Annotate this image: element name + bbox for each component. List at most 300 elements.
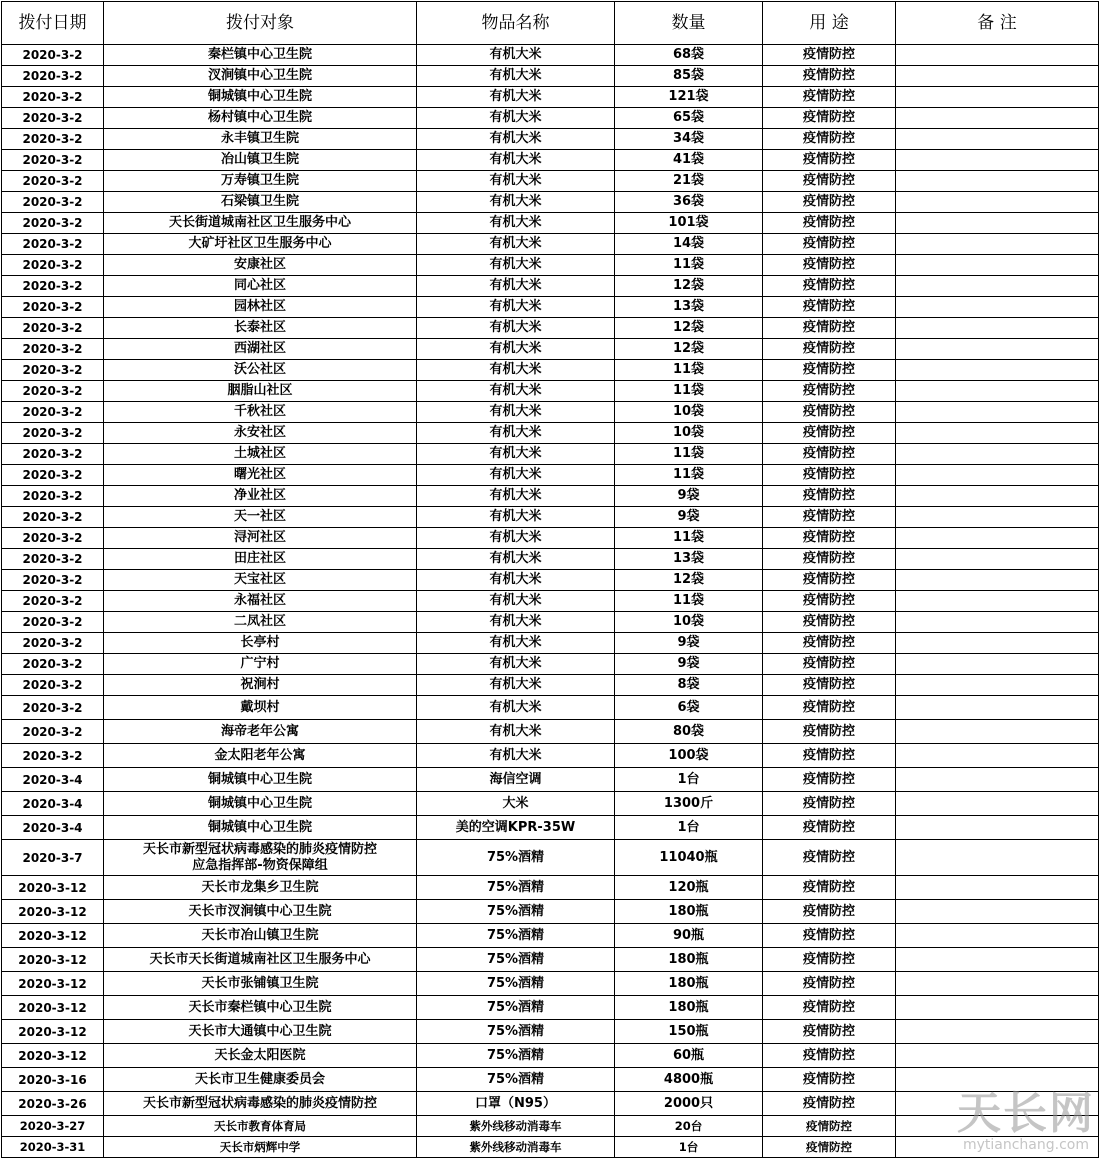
table-row [2, 192, 1099, 213]
cell-quantity: 41袋 [615, 150, 763, 171]
cell-quantity: 10袋 [615, 423, 763, 444]
cell-date: 2020-3-2 [2, 570, 104, 591]
cell-quantity: 150瓶 [615, 1020, 763, 1044]
cell-note [896, 612, 1099, 633]
cell-note [896, 45, 1099, 66]
cell-note [896, 465, 1099, 486]
cell-use: 疫情防控 [763, 297, 896, 318]
table-row [2, 924, 1099, 948]
cell-target: 汊涧镇中心卫生院 [104, 66, 417, 87]
cell-note [896, 1068, 1099, 1092]
cell-item: 75%酒精 [417, 840, 615, 876]
cell-target: 天长街道城南社区卫生服务中心 [104, 213, 417, 234]
cell-quantity: 10袋 [615, 612, 763, 633]
cell-item: 有机大米 [417, 171, 615, 192]
cell-note [896, 528, 1099, 549]
cell-date: 2020-3-12 [2, 1020, 104, 1044]
cell-date: 2020-3-2 [2, 549, 104, 570]
table-row [2, 768, 1099, 792]
table-row [2, 696, 1099, 720]
header-use: 用 途 [763, 2, 896, 45]
cell-target: 万寿镇卫生院 [104, 171, 417, 192]
cell-note [896, 381, 1099, 402]
cell-note [896, 507, 1099, 528]
cell-target: 祝涧村 [104, 675, 417, 696]
cell-target: 天长市新型冠状病毒感染的肺炎疫情防控 应急指挥部-物资保障组 [104, 840, 417, 876]
cell-use: 疫情防控 [763, 549, 896, 570]
cell-date: 2020-3-2 [2, 696, 104, 720]
cell-quantity: 21袋 [615, 171, 763, 192]
cell-item: 有机大米 [417, 423, 615, 444]
cell-item: 75%酒精 [417, 876, 615, 900]
cell-target: 天长金太阳医院 [104, 1044, 417, 1068]
cell-note [896, 570, 1099, 591]
cell-target: 冶山镇卫生院 [104, 150, 417, 171]
table-row [2, 45, 1099, 66]
cell-date: 2020-3-2 [2, 192, 104, 213]
cell-target: 曙光社区 [104, 465, 417, 486]
cell-note [896, 840, 1099, 876]
table-row [2, 1116, 1099, 1137]
cell-use: 疫情防控 [763, 423, 896, 444]
cell-item: 有机大米 [417, 696, 615, 720]
cell-note [896, 1116, 1099, 1137]
cell-use: 疫情防控 [763, 66, 896, 87]
cell-quantity: 9袋 [615, 654, 763, 675]
cell-item: 75%酒精 [417, 1068, 615, 1092]
cell-note [896, 1044, 1099, 1068]
cell-date: 2020-3-2 [2, 255, 104, 276]
cell-use: 疫情防控 [763, 996, 896, 1020]
cell-note [896, 192, 1099, 213]
cell-quantity: 180瓶 [615, 972, 763, 996]
cell-note [896, 297, 1099, 318]
cell-item: 有机大米 [417, 720, 615, 744]
cell-date: 2020-3-2 [2, 381, 104, 402]
cell-item: 75%酒精 [417, 900, 615, 924]
cell-item: 有机大米 [417, 465, 615, 486]
cell-target: 金太阳老年公寓 [104, 744, 417, 768]
cell-item: 有机大米 [417, 381, 615, 402]
cell-quantity: 14袋 [615, 234, 763, 255]
cell-date: 2020-3-2 [2, 591, 104, 612]
cell-note [896, 129, 1099, 150]
cell-quantity: 2000只 [615, 1092, 763, 1116]
cell-quantity: 1台 [615, 816, 763, 840]
table-row [2, 1137, 1099, 1158]
cell-date: 2020-3-12 [2, 924, 104, 948]
cell-item: 有机大米 [417, 234, 615, 255]
table-row [2, 402, 1099, 423]
cell-note [896, 633, 1099, 654]
cell-use: 疫情防控 [763, 876, 896, 900]
cell-item: 有机大米 [417, 87, 615, 108]
cell-quantity: 10袋 [615, 402, 763, 423]
table-row [2, 948, 1099, 972]
cell-note [896, 1020, 1099, 1044]
cell-date: 2020-3-16 [2, 1068, 104, 1092]
cell-quantity: 65袋 [615, 108, 763, 129]
watermark-url: mytianchang.com [962, 1137, 1089, 1153]
cell-note [896, 900, 1099, 924]
cell-use: 疫情防控 [763, 1068, 896, 1092]
cell-use: 疫情防控 [763, 318, 896, 339]
cell-target: 天长市炳辉中学 [104, 1137, 417, 1158]
cell-note [896, 318, 1099, 339]
cell-item: 有机大米 [417, 297, 615, 318]
cell-date: 2020-3-12 [2, 876, 104, 900]
cell-item: 紫外线移动消毒车 [417, 1137, 615, 1158]
header-target: 拨付对象 [104, 2, 417, 45]
cell-date: 2020-3-2 [2, 465, 104, 486]
cell-target: 沃公社区 [104, 360, 417, 381]
cell-use: 疫情防控 [763, 234, 896, 255]
cell-target: 戴坝村 [104, 696, 417, 720]
cell-quantity: 60瓶 [615, 1044, 763, 1068]
cell-note [896, 1137, 1099, 1158]
table-row [2, 972, 1099, 996]
cell-use: 疫情防控 [763, 633, 896, 654]
cell-use: 疫情防控 [763, 528, 896, 549]
cell-date: 2020-3-2 [2, 633, 104, 654]
cell-item: 有机大米 [417, 360, 615, 381]
cell-target: 长亭村 [104, 633, 417, 654]
cell-quantity: 1台 [615, 768, 763, 792]
cell-use: 疫情防控 [763, 1044, 896, 1068]
cell-quantity: 12袋 [615, 276, 763, 297]
table-row [2, 675, 1099, 696]
cell-target: 铜城镇中心卫生院 [104, 792, 417, 816]
cell-target: 广宁村 [104, 654, 417, 675]
cell-quantity: 68袋 [615, 45, 763, 66]
cell-quantity: 12袋 [615, 318, 763, 339]
cell-target: 二凤社区 [104, 612, 417, 633]
table-row [2, 654, 1099, 675]
cell-quantity: 11040瓶 [615, 840, 763, 876]
cell-use: 疫情防控 [763, 192, 896, 213]
cell-item: 75%酒精 [417, 1020, 615, 1044]
cell-quantity: 1台 [615, 1137, 763, 1158]
table-row [2, 900, 1099, 924]
cell-target: 田庄社区 [104, 549, 417, 570]
cell-target: 胭脂山社区 [104, 381, 417, 402]
table-row [2, 297, 1099, 318]
cell-date: 2020-3-12 [2, 900, 104, 924]
cell-quantity: 11袋 [615, 381, 763, 402]
cell-quantity: 4800瓶 [615, 1068, 763, 1092]
table-row [2, 816, 1099, 840]
cell-item: 美的空调KPR-35W [417, 816, 615, 840]
cell-target: 天长市冶山镇卫生院 [104, 924, 417, 948]
cell-note [896, 744, 1099, 768]
table-row [2, 423, 1099, 444]
table-row [2, 570, 1099, 591]
cell-note [896, 171, 1099, 192]
cell-date: 2020-3-2 [2, 486, 104, 507]
cell-target: 同心社区 [104, 276, 417, 297]
cell-use: 疫情防控 [763, 591, 896, 612]
cell-note [896, 816, 1099, 840]
cell-quantity: 121袋 [615, 87, 763, 108]
cell-note [896, 87, 1099, 108]
cell-target: 铜城镇中心卫生院 [104, 816, 417, 840]
cell-quantity: 8袋 [615, 675, 763, 696]
cell-use: 疫情防控 [763, 171, 896, 192]
cell-date: 2020-3-2 [2, 720, 104, 744]
cell-quantity: 34袋 [615, 129, 763, 150]
cell-date: 2020-3-27 [2, 1116, 104, 1137]
cell-target: 天长市卫生健康委员会 [104, 1068, 417, 1092]
cell-target: 天长市天长街道城南社区卫生服务中心 [104, 948, 417, 972]
cell-date: 2020-3-2 [2, 675, 104, 696]
cell-item: 有机大米 [417, 45, 615, 66]
cell-target: 天长市新型冠状病毒感染的肺炎疫情防控 [104, 1092, 417, 1116]
cell-item: 有机大米 [417, 486, 615, 507]
cell-target: 大矿圩社区卫生服务中心 [104, 234, 417, 255]
cell-date: 2020-3-2 [2, 171, 104, 192]
table-row [2, 213, 1099, 234]
cell-target: 石梁镇卫生院 [104, 192, 417, 213]
cell-target: 永安社区 [104, 423, 417, 444]
table-row [2, 1044, 1099, 1068]
table-row [2, 108, 1099, 129]
cell-target: 永丰镇卫生院 [104, 129, 417, 150]
cell-target: 杨村镇中心卫生院 [104, 108, 417, 129]
cell-use: 疫情防控 [763, 720, 896, 744]
cell-note [896, 654, 1099, 675]
table-row [2, 744, 1099, 768]
cell-note [896, 234, 1099, 255]
table-row [2, 591, 1099, 612]
cell-date: 2020-3-2 [2, 423, 104, 444]
cell-quantity: 9袋 [615, 507, 763, 528]
cell-date: 2020-3-2 [2, 612, 104, 633]
cell-use: 疫情防控 [763, 924, 896, 948]
cell-use: 疫情防控 [763, 402, 896, 423]
cell-item: 紫外线移动消毒车 [417, 1116, 615, 1137]
cell-note [896, 486, 1099, 507]
cell-use: 疫情防控 [763, 87, 896, 108]
cell-note [896, 876, 1099, 900]
cell-note [896, 108, 1099, 129]
cell-item: 75%酒精 [417, 948, 615, 972]
cell-item: 有机大米 [417, 108, 615, 129]
watermark-logo: 天长网 [957, 1088, 1095, 1139]
cell-item: 75%酒精 [417, 996, 615, 1020]
cell-date: 2020-3-12 [2, 1044, 104, 1068]
cell-quantity: 11袋 [615, 465, 763, 486]
cell-date: 2020-3-2 [2, 528, 104, 549]
cell-use: 疫情防控 [763, 507, 896, 528]
cell-date: 2020-3-2 [2, 744, 104, 768]
cell-note [896, 549, 1099, 570]
cell-note [896, 444, 1099, 465]
cell-quantity: 11袋 [615, 528, 763, 549]
table-row [2, 129, 1099, 150]
cell-item: 有机大米 [417, 402, 615, 423]
cell-item: 有机大米 [417, 570, 615, 591]
cell-note [896, 720, 1099, 744]
cell-use: 疫情防控 [763, 444, 896, 465]
cell-note [896, 339, 1099, 360]
cell-target: 天长市秦栏镇中心卫生院 [104, 996, 417, 1020]
header-note: 备 注 [896, 2, 1099, 45]
table-row [2, 996, 1099, 1020]
table-row [2, 360, 1099, 381]
table-row [2, 66, 1099, 87]
cell-use: 疫情防控 [763, 213, 896, 234]
cell-date: 2020-3-2 [2, 360, 104, 381]
cell-target: 长泰社区 [104, 318, 417, 339]
cell-item: 有机大米 [417, 612, 615, 633]
cell-date: 2020-3-2 [2, 129, 104, 150]
cell-quantity: 180瓶 [615, 948, 763, 972]
header-row [2, 2, 1099, 45]
cell-quantity: 9袋 [615, 486, 763, 507]
table-row [2, 876, 1099, 900]
cell-date: 2020-3-2 [2, 276, 104, 297]
cell-date: 2020-3-2 [2, 297, 104, 318]
cell-use: 疫情防控 [763, 465, 896, 486]
cell-date: 2020-3-4 [2, 816, 104, 840]
cell-target: 千秋社区 [104, 402, 417, 423]
cell-quantity: 11袋 [615, 255, 763, 276]
cell-quantity: 1300斤 [615, 792, 763, 816]
cell-note [896, 255, 1099, 276]
table-row [2, 339, 1099, 360]
table-row [2, 1068, 1099, 1092]
cell-note [896, 972, 1099, 996]
cell-note [896, 591, 1099, 612]
cell-quantity: 11袋 [615, 444, 763, 465]
cell-use: 疫情防控 [763, 339, 896, 360]
cell-use: 疫情防控 [763, 108, 896, 129]
cell-target: 天长市教育体育局 [104, 1116, 417, 1137]
cell-item: 大米 [417, 792, 615, 816]
cell-note [896, 948, 1099, 972]
cell-target: 海帝老年公寓 [104, 720, 417, 744]
cell-use: 疫情防控 [763, 972, 896, 996]
cell-use: 疫情防控 [763, 276, 896, 297]
table-body [2, 45, 1099, 1158]
cell-date: 2020-3-12 [2, 972, 104, 996]
cell-use: 疫情防控 [763, 129, 896, 150]
cell-note [896, 792, 1099, 816]
table-row [2, 150, 1099, 171]
cell-item: 有机大米 [417, 192, 615, 213]
cell-item: 有机大米 [417, 150, 615, 171]
cell-item: 海信空调 [417, 768, 615, 792]
header-item: 物品名称 [417, 2, 615, 45]
cell-use: 疫情防控 [763, 816, 896, 840]
table-row [2, 792, 1099, 816]
cell-date: 2020-3-2 [2, 402, 104, 423]
cell-use: 疫情防控 [763, 900, 896, 924]
cell-use: 疫情防控 [763, 840, 896, 876]
cell-date: 2020-3-2 [2, 318, 104, 339]
cell-quantity: 13袋 [615, 297, 763, 318]
cell-use: 疫情防控 [763, 675, 896, 696]
cell-note [896, 696, 1099, 720]
cell-note [896, 213, 1099, 234]
cell-target: 净业社区 [104, 486, 417, 507]
cell-date: 2020-3-7 [2, 840, 104, 876]
cell-use: 疫情防控 [763, 768, 896, 792]
cell-target: 天长市张铺镇卫生院 [104, 972, 417, 996]
cell-note [896, 768, 1099, 792]
table-row [2, 612, 1099, 633]
cell-note [896, 276, 1099, 297]
cell-item: 有机大米 [417, 276, 615, 297]
cell-note [896, 996, 1099, 1020]
header-quantity: 数量 [615, 2, 763, 45]
allocation-table [1, 1, 1099, 1158]
cell-quantity: 85袋 [615, 66, 763, 87]
cell-quantity: 120瓶 [615, 876, 763, 900]
cell-quantity: 100袋 [615, 744, 763, 768]
cell-use: 疫情防控 [763, 792, 896, 816]
cell-target: 天长市龙集乡卫生院 [104, 876, 417, 900]
cell-quantity: 20台 [615, 1116, 763, 1137]
table-row [2, 840, 1099, 876]
cell-use: 疫情防控 [763, 654, 896, 675]
cell-target: 永福社区 [104, 591, 417, 612]
cell-item: 75%酒精 [417, 1044, 615, 1068]
cell-date: 2020-3-4 [2, 792, 104, 816]
cell-item: 有机大米 [417, 339, 615, 360]
cell-quantity: 11袋 [615, 360, 763, 381]
cell-item: 有机大米 [417, 528, 615, 549]
cell-target: 园林社区 [104, 297, 417, 318]
cell-note [896, 1092, 1099, 1116]
table-row [2, 486, 1099, 507]
table-row [2, 465, 1099, 486]
cell-quantity: 101袋 [615, 213, 763, 234]
cell-target: 安康社区 [104, 255, 417, 276]
cell-date: 2020-3-2 [2, 87, 104, 108]
cell-use: 疫情防控 [763, 1116, 896, 1137]
table-row [2, 549, 1099, 570]
table-row [2, 1020, 1099, 1044]
cell-quantity: 13袋 [615, 549, 763, 570]
cell-quantity: 180瓶 [615, 996, 763, 1020]
cell-use: 疫情防控 [763, 696, 896, 720]
table-row [2, 444, 1099, 465]
cell-target: 天宝社区 [104, 570, 417, 591]
table-row [2, 234, 1099, 255]
cell-item: 有机大米 [417, 318, 615, 339]
cell-item: 有机大米 [417, 654, 615, 675]
cell-use: 疫情防控 [763, 1020, 896, 1044]
table-row [2, 87, 1099, 108]
cell-item: 有机大米 [417, 507, 615, 528]
cell-target: 铜城镇中心卫生院 [104, 768, 417, 792]
table-row [2, 633, 1099, 654]
cell-item: 有机大米 [417, 744, 615, 768]
table-row [2, 318, 1099, 339]
cell-date: 2020-3-2 [2, 234, 104, 255]
cell-quantity: 36袋 [615, 192, 763, 213]
cell-item: 有机大米 [417, 591, 615, 612]
cell-item: 有机大米 [417, 675, 615, 696]
cell-date: 2020-3-2 [2, 45, 104, 66]
header-date: 拨付日期 [2, 2, 104, 45]
cell-note [896, 150, 1099, 171]
cell-use: 疫情防控 [763, 486, 896, 507]
cell-date: 2020-3-2 [2, 150, 104, 171]
cell-quantity: 9袋 [615, 633, 763, 654]
cell-quantity: 6袋 [615, 696, 763, 720]
